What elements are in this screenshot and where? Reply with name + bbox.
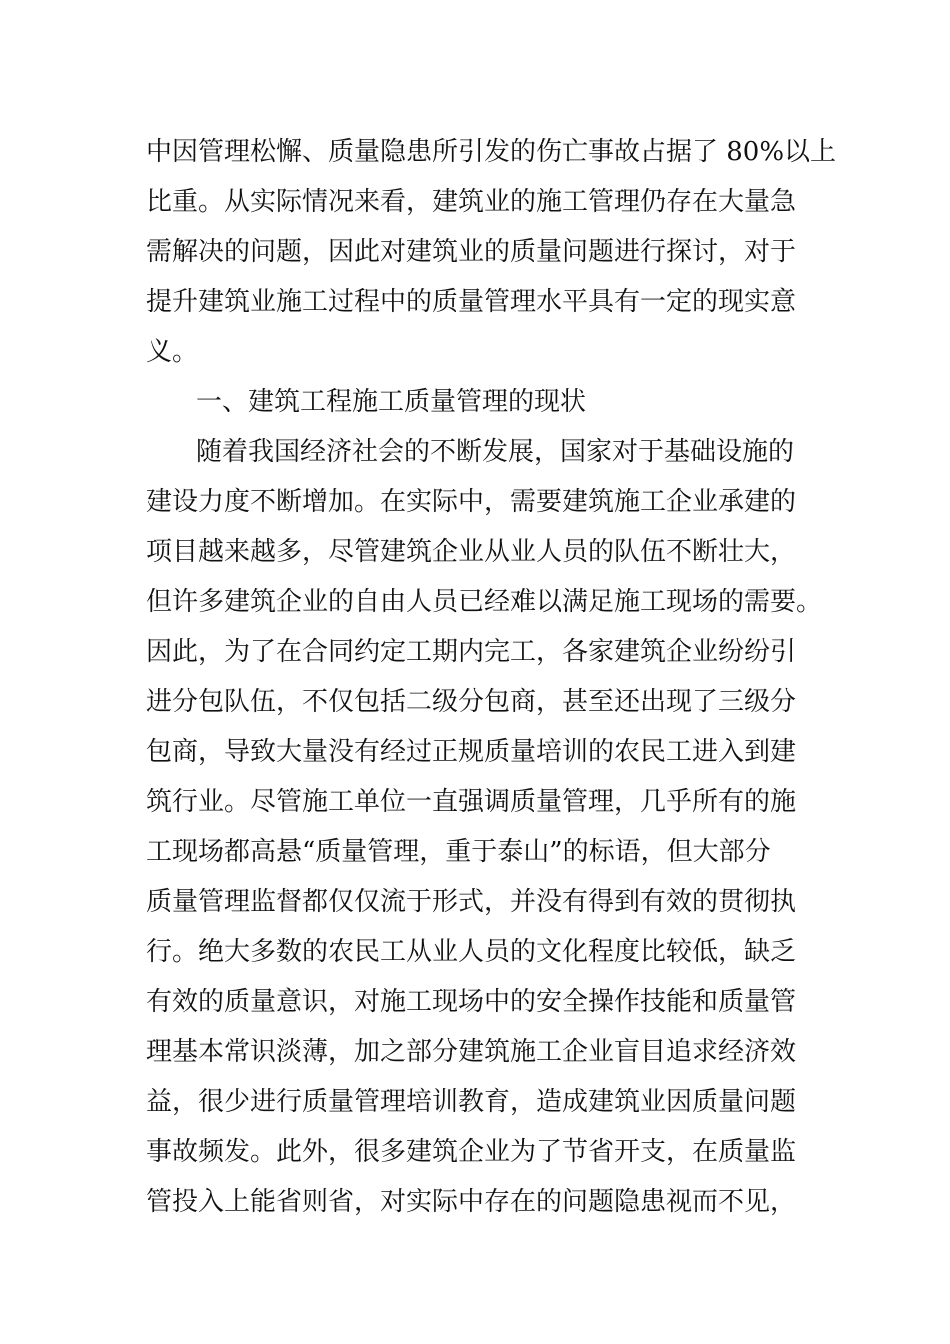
text-line: 行。绝大多数的农民工从业人员的文化程度比较低，缺乏 bbox=[146, 937, 797, 967]
text-line: 因此，为了在合同约定工期内完工，各家建筑企业纷纷引 bbox=[146, 637, 797, 667]
text-line: 建设力度不断增加。在实际中，需要建筑施工企业承建的 bbox=[146, 487, 797, 517]
text-line: 但许多建筑企业的自由人员已经难以满足施工现场的需要。 bbox=[146, 587, 823, 617]
text-line: 项目越来越多，尽管建筑企业从业人员的队伍不断壮大， bbox=[146, 537, 797, 567]
text-line: 中因管理松懈、质量隐患所引发的伤亡事故占据了 80%以上 bbox=[146, 137, 837, 167]
text-line: 有效的质量意识，对施工现场中的安全操作技能和质量管 bbox=[146, 987, 797, 1017]
text-line: 质量管理监督都仅仅流于形式，并没有得到有效的贯彻执 bbox=[146, 887, 797, 917]
text-line: 提升建筑业施工过程中的质量管理水平具有一定的现实意 bbox=[146, 287, 797, 317]
text-line: 义。 bbox=[146, 337, 199, 367]
text-line: 事故频发。此外，很多建筑企业为了节省开支，在质量监 bbox=[146, 1137, 797, 1167]
text-line: 理基本常识淡薄，加之部分建筑施工企业盲目追求经济效 bbox=[146, 1037, 797, 1067]
text-line: 随着我国经济社会的不断发展，国家对于基础设施的 bbox=[196, 437, 795, 467]
text-line: 工现场都高悬“质量管理，重于泰山”的标语，但大部分 bbox=[146, 837, 771, 867]
section-heading: 一、建筑工程施工质量管理的现状 bbox=[196, 387, 587, 417]
text-line: 包商，导致大量没有经过正规质量培训的农民工进入到建 bbox=[146, 737, 797, 767]
text-line: 筑行业。尽管施工单位一直强调质量管理，几乎所有的施 bbox=[146, 787, 797, 817]
text-line: 益，很少进行质量管理培训教育，造成建筑业因质量问题 bbox=[146, 1087, 797, 1117]
text-line: 进分包队伍，不仅包括二级分包商，甚至还出现了三级分 bbox=[146, 687, 797, 717]
text-line: 比重。从实际情况来看，建筑业的施工管理仍存在大量急 bbox=[146, 187, 797, 217]
text-line: 需解决的问题，因此对建筑业的质量问题进行探讨，对于 bbox=[146, 237, 797, 267]
text-line: 管投入上能省则省，对实际中存在的问题隐患视而不见， bbox=[146, 1187, 797, 1217]
